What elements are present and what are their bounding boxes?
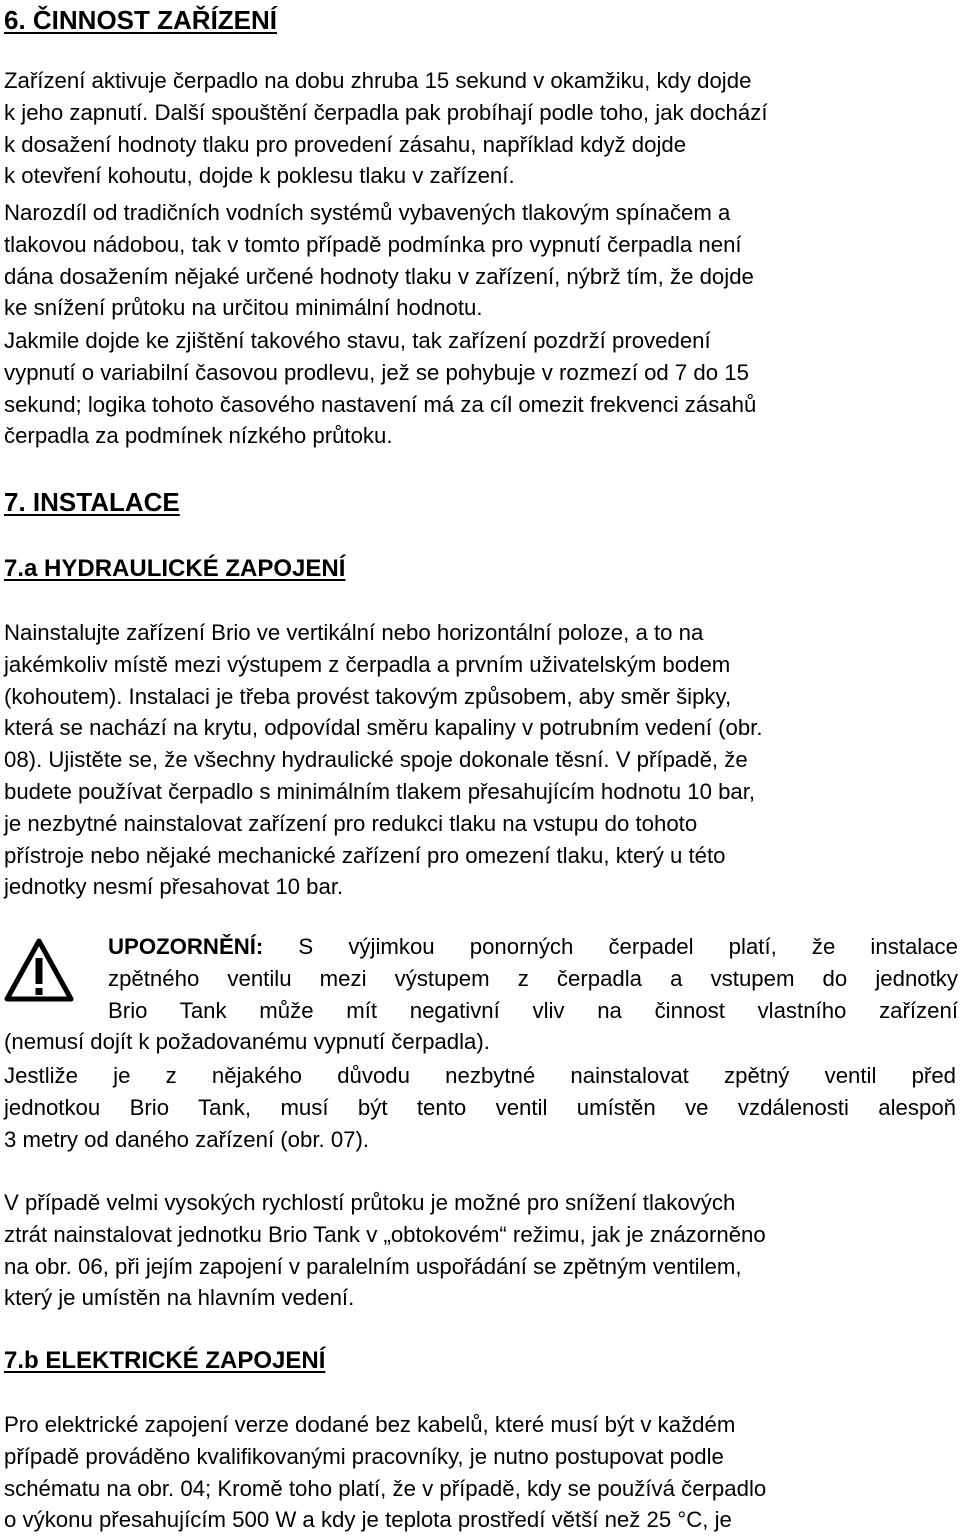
warning-triangle-icon [4,938,74,1002]
section-6-heading: 6. ČINNOST ZAŘÍZENÍ [4,5,278,35]
section-7a-paragraph-1 [4,617,956,903]
text-line: 08). Ujistěte se, že všechny hydraulické spoje dokonale těsní. V případě, že [4,747,748,773]
section-7b-heading: 7.b ELEKTRICKÉ ZAPOJENÍ [4,1347,326,1374]
section-6-paragraph-2 [4,197,956,324]
text-line: Nainstalujte zařízení Brio ve vertikální nebo horizontální poloze, a to na [4,620,704,645]
text-line: jednotky nesmí přesahovat 10 bar. [4,874,344,900]
text-line: ztrát nainstalovat jednotku Brio Tank v „obtokovém“ režimu, jak je znázorněno [4,1221,766,1247]
text-line: schématu na obr. 04; Kromě toho platí, že v případě, kdy se používá čerpadlo [4,1475,767,1501]
section-7-heading: 7. INSTALACE [4,487,180,517]
text-line: o výkonu přesahujícím 500 W a kdy je teplota prostředí větší než 25 °C, je [4,1507,732,1533]
text-line: Jakmile dojde ke zjištění takového stavu, tak zařízení pozdrží provedení [4,328,711,353]
text-line: Jestliže je z nějakého důvodu nezbytné nainstalovat zpětný ventil před [4,1063,956,1088]
text-line: k jeho zapnutí. Další spouštění čerpadla pak probíhají podle toho, jak dochází [4,99,768,125]
text-line: Narozdíl od tradičních vodních systémů vybavených tlakovým spínačem a [4,200,731,225]
text-line: V případě velmi vysokých rychlostí průtoku je možné pro snížení tlakových [4,1190,736,1215]
text-line: který je umístěn na hlavním vedení. [4,1285,355,1311]
section-7a-paragraph-3 [4,1187,956,1314]
text-line: čerpadla za podmínek nízkého průtoku. [4,423,393,449]
text-line: která se nachází na krytu, odpovídal směru kapaliny v potrubním vedení (obr. [4,715,763,741]
warning-label: UPOZORNĚNÍ: [108,934,264,959]
text-line: k otevření kohoutu, dojde k poklesu tlaku v zařízení. [4,163,515,189]
text-line: tlakovou nádobou, tak v tomto případě podmínka pro vypnutí čerpadla není [4,231,742,257]
text-line: (kohoutem). Instalaci je třeba provést takovým způsobem, aby směr šipky, [4,683,732,709]
section-6-paragraph-3 [4,325,956,452]
warning-line-4: (nemusí dojít k požadovanému vypnutí čerpadla). [4,1029,490,1054]
section-7b-paragraph-1 [4,1409,956,1536]
text-line: 3 metry od daného zařízení (obr. 07). [4,1126,370,1152]
text-line: budete používat čerpadlo s minimálním tlakem přesahujícím hodnotu 10 bar, [4,778,756,804]
section-7a-heading: 7.a HYDRAULICKÉ ZAPOJENÍ [4,555,346,582]
text-line: přístroje nebo nějaké mechanické zařízení pro omezení tlaku, který u této [4,842,726,868]
text-line: je nezbytné nainstalovat zařízení pro redukci tlaku na vstupu do tohoto [4,810,698,836]
warning-line-2: zpětného ventilu mezi výstupem z čerpadla a vstupem do jednotky [108,965,958,991]
warning-notice [108,931,958,1026]
text-line: k dosažení hodnoty tlaku pro provedení zásahu, například když dojde [4,131,687,157]
warning-continuation [4,1026,956,1058]
text-line: jakémkoliv místě mezi výstupem z čerpadla a prvním uživatelským bodem [4,651,731,677]
section-6-paragraph-1 [4,65,956,192]
warning-line-3: Brio Tank může mít negativní vliv na činnost vlastního zařízení [108,997,958,1023]
text-line: Zařízení aktivuje čerpadlo na dobu zhruba 15 sekund v okamžiku, kdy dojde [4,68,752,93]
text-line: sekund; logika tohoto časového nastavení má za cíl omezit frekvenci zásahů [4,391,757,417]
warning-line-1 [108,931,958,963]
section-7a-paragraph-2 [4,1060,956,1155]
warning-text: S výjimkou ponorných čerpadel platí, že instalace [298,934,958,959]
text-line: vypnutí o variabilní časovou prodlevu, jež se pohybuje v rozmezí od 7 do 15 [4,359,749,385]
text-line: jednotkou Brio Tank, musí být tento ventil umístěn ve vzdálenosti alespoň [4,1094,956,1120]
text-line: případě prováděno kvalifikovanými pracovníky, je nutno postupovat podle [4,1443,724,1469]
text-line: dána dosažením nějaké určené hodnoty tlaku v zařízení, nýbrž tím, že dojde [4,263,754,289]
text-line: na obr. 06, při jejím zapojení v paralelním uspořádání se zpětným ventilem, [4,1253,742,1279]
text-line: Pro elektrické zapojení verze dodané bez kabelů, které musí být v každém [4,1412,736,1437]
text-line: ke snížení průtoku na určitou minimální hodnotu. [4,295,483,321]
